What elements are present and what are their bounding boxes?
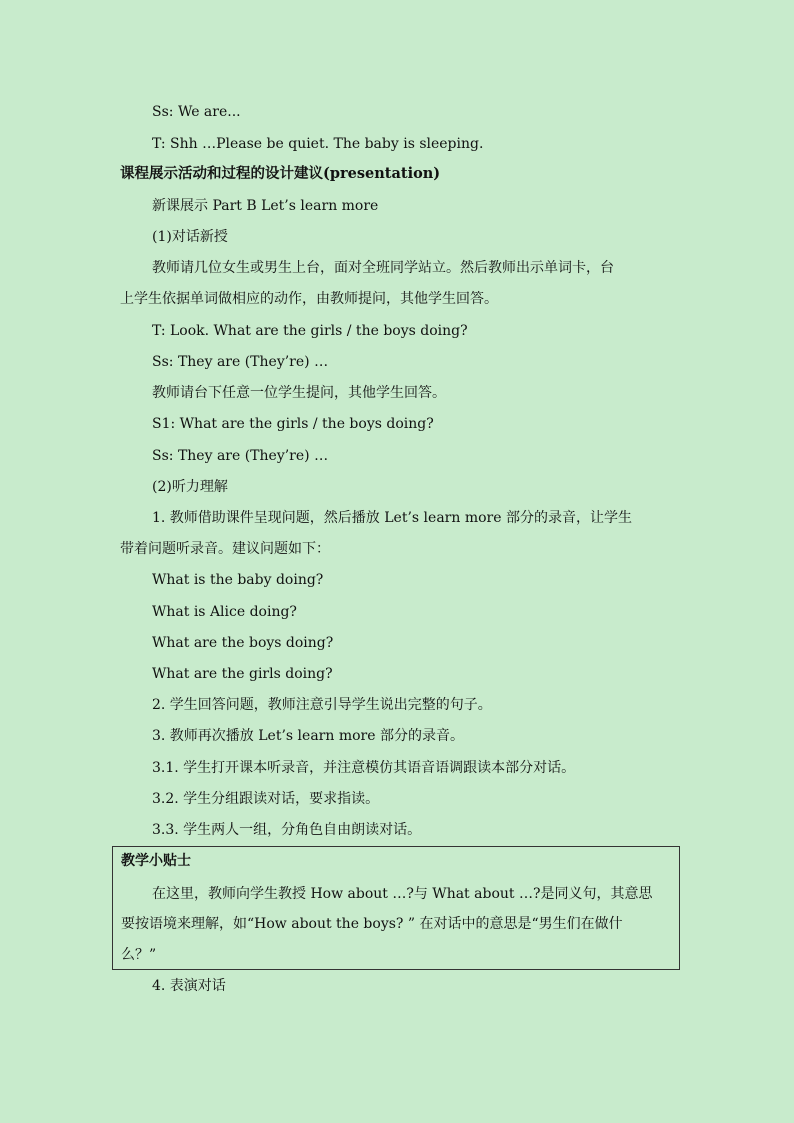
question-line: What is Alice doing?	[152, 604, 297, 620]
question-line: What is the baby doing?	[152, 572, 324, 588]
question-line: What are the boys doing?	[152, 635, 334, 651]
tip-text-line: 么？”	[121, 947, 157, 963]
tip-text-line: 在这里，教师向学生教授 How about …?与 What about …?是同义句，其意思	[152, 886, 653, 902]
paragraph-line: 教师请几位女生或男生上台，面对全班同学站立。然后教师出示单词卡，台	[152, 260, 614, 276]
question-line: What are the girls doing?	[152, 666, 333, 682]
paragraph-line: 3.3. 学生两人一组，分角色自由朗读对话。	[152, 822, 422, 838]
paragraph-line: 教师请台下任意一位学生提问，其他学生回答。	[152, 385, 446, 401]
paragraph-line: 1. 教师借助课件呈现问题，然后播放 Let’s learn more 部分的录音，让学生	[152, 510, 632, 526]
section-heading: 课程展示活动和过程的设计建议(presentation)	[120, 165, 441, 182]
paragraph-line: 3. 教师再次播放 Let’s learn more 部分的录音。	[152, 728, 464, 744]
paragraph-line: 2. 学生回答问题，教师注意引导学生说出完整的句子。	[152, 697, 492, 713]
paragraph-line: 带着问题听录音。建议问题如下：	[120, 541, 330, 557]
paragraph-line: 上学生依据单词做相应的动作，由教师提问，其他学生回答。	[120, 291, 498, 307]
paragraph-line: 新课展示 Part B Let’s learn more	[152, 198, 379, 214]
teaching-tip-box	[112, 846, 680, 970]
dialogue-line: T: Shh …Please be quiet. The baby is sleeping.	[152, 136, 484, 152]
tip-text-line: 要按语境来理解，如“How about the boys? ” 在对话中的意思是“男生们在做什	[121, 916, 623, 932]
tip-title: 教学小贴士	[121, 853, 191, 869]
subheading: (2)听力理解	[152, 479, 228, 495]
dialogue-line: Ss: We are...	[152, 104, 241, 120]
dialogue-line: Ss: They are (They’re) …	[152, 354, 329, 370]
subheading: (1)对话新授	[152, 229, 228, 245]
dialogue-line: Ss: They are (They’re) …	[152, 448, 329, 464]
dialogue-line: S1: What are the girls / the boys doing?	[152, 416, 434, 432]
paragraph-line: 3.1. 学生打开课本听录音，并注意模仿其语音语调跟读本部分对话。	[152, 760, 576, 776]
paragraph-line: 3.2. 学生分组跟读对话，要求指读。	[152, 791, 380, 807]
subheading: 4. 表演对话	[152, 978, 226, 994]
dialogue-line: T: Look. What are the girls / the boys doing?	[152, 323, 468, 339]
